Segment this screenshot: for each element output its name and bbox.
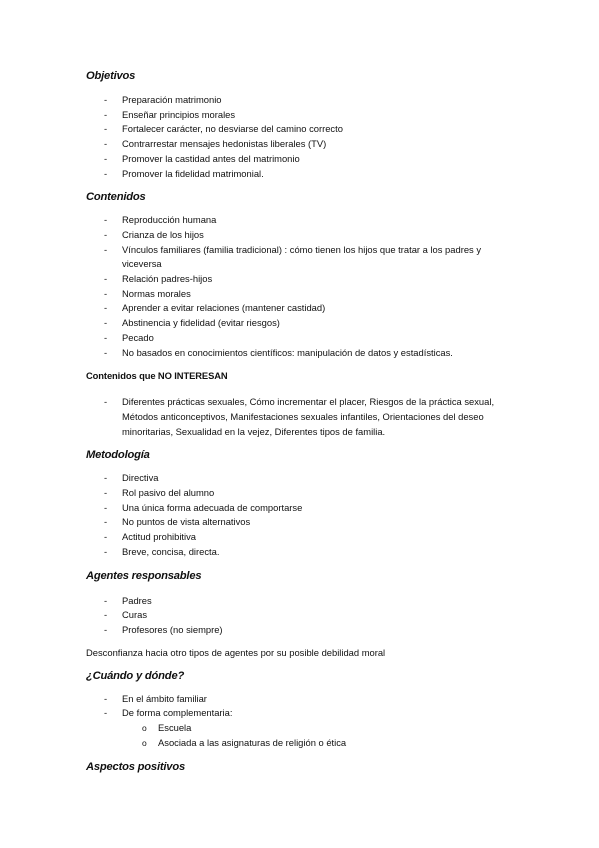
sublist-cuando [86,721,599,750]
heading-metodologia: Metodología [86,449,150,462]
list-item: - Preparación matrimonio [86,93,514,108]
list-item: - Abstinencia y fidelidad (evitar riesgos) [86,316,514,331]
list-objetivos [86,93,599,181]
list-item: - Breve, concisa, directa. [86,545,514,560]
list-item: - Enseñar principios morales [86,108,514,123]
heading-no-interesan: Contenidos que NO INTERESAN [86,370,228,382]
list-item: - Profesores (no siempre) [86,623,514,638]
list-item: - No puntos de vista alternativos [86,515,514,530]
list-item: - Normas morales [86,287,514,302]
heading-objetivos: Objetivos [86,70,136,82]
list-item: - Crianza de los hijos [86,228,514,243]
list-item: - Directiva [86,471,514,486]
list-item: - No basados en conocimientos científicos: manipulación de datos y estadísticas. [86,346,514,361]
list-cuando [86,692,599,721]
list-agentes [86,594,599,638]
list-item: - Relación padres-hijos [86,272,514,287]
list-item: - Promover la fidelidad matrimonial. [86,167,514,182]
list-item: - Una única forma adecuada de comportarse [86,501,514,516]
sub-list-item: o Asociada a las asignaturas de religión o ética [86,736,599,751]
list-item: - Promover la castidad antes del matrimonio [86,152,514,167]
agentes-note: Desconfianza hacia otro tipos de agentes por su posible debilidad moral [86,646,386,658]
heading-contenidos: Contenidos [86,191,146,204]
list-item: - Actitud prohibitiva [86,530,514,545]
list-item: - Fortalecer carácter, no desviarse del camino correcto [86,122,514,137]
list-item: - Padres [86,594,514,609]
heading-aspectos-positivos: Aspectos positivos [86,760,185,773]
sub-list-item: o Escuela [86,721,599,736]
list-item: - Diferentes prácticas sexuales, Cómo incrementar el placer, Riesgos de la práctica sexual, Métodos anticonceptivos, Manifestaciones sexuales infantiles, Orientaciones del deseo minoritarias, Sexualidad en la vejez, Diferentes tipos de familia. [86,395,514,439]
list-item: - Curas [86,608,514,623]
list-item: - Aprender a evitar relaciones (mantener castidad) [86,301,514,316]
list-item: - Reproducción humana [86,213,514,228]
list-item: - Rol pasivo del alumno [86,486,514,501]
list-item: - De forma complementaria: [86,706,514,721]
heading-cuando: ¿Cuándo y dónde? [86,669,185,682]
list-contenidos [86,213,599,360]
list-item: - Contrarrestar mensajes hedonistas liberales (TV) [86,137,514,152]
list-metodologia [86,471,599,559]
heading-agentes: Agentes responsables [86,569,202,582]
list-item: - En el ámbito familiar [86,692,514,707]
list-no-interesan [86,395,599,439]
list-item: - Vínculos familiares (familia tradicional) : cómo tienen los hijos que tratar a los padres y viceversa [86,243,514,272]
list-item: - Pecado [86,331,514,346]
